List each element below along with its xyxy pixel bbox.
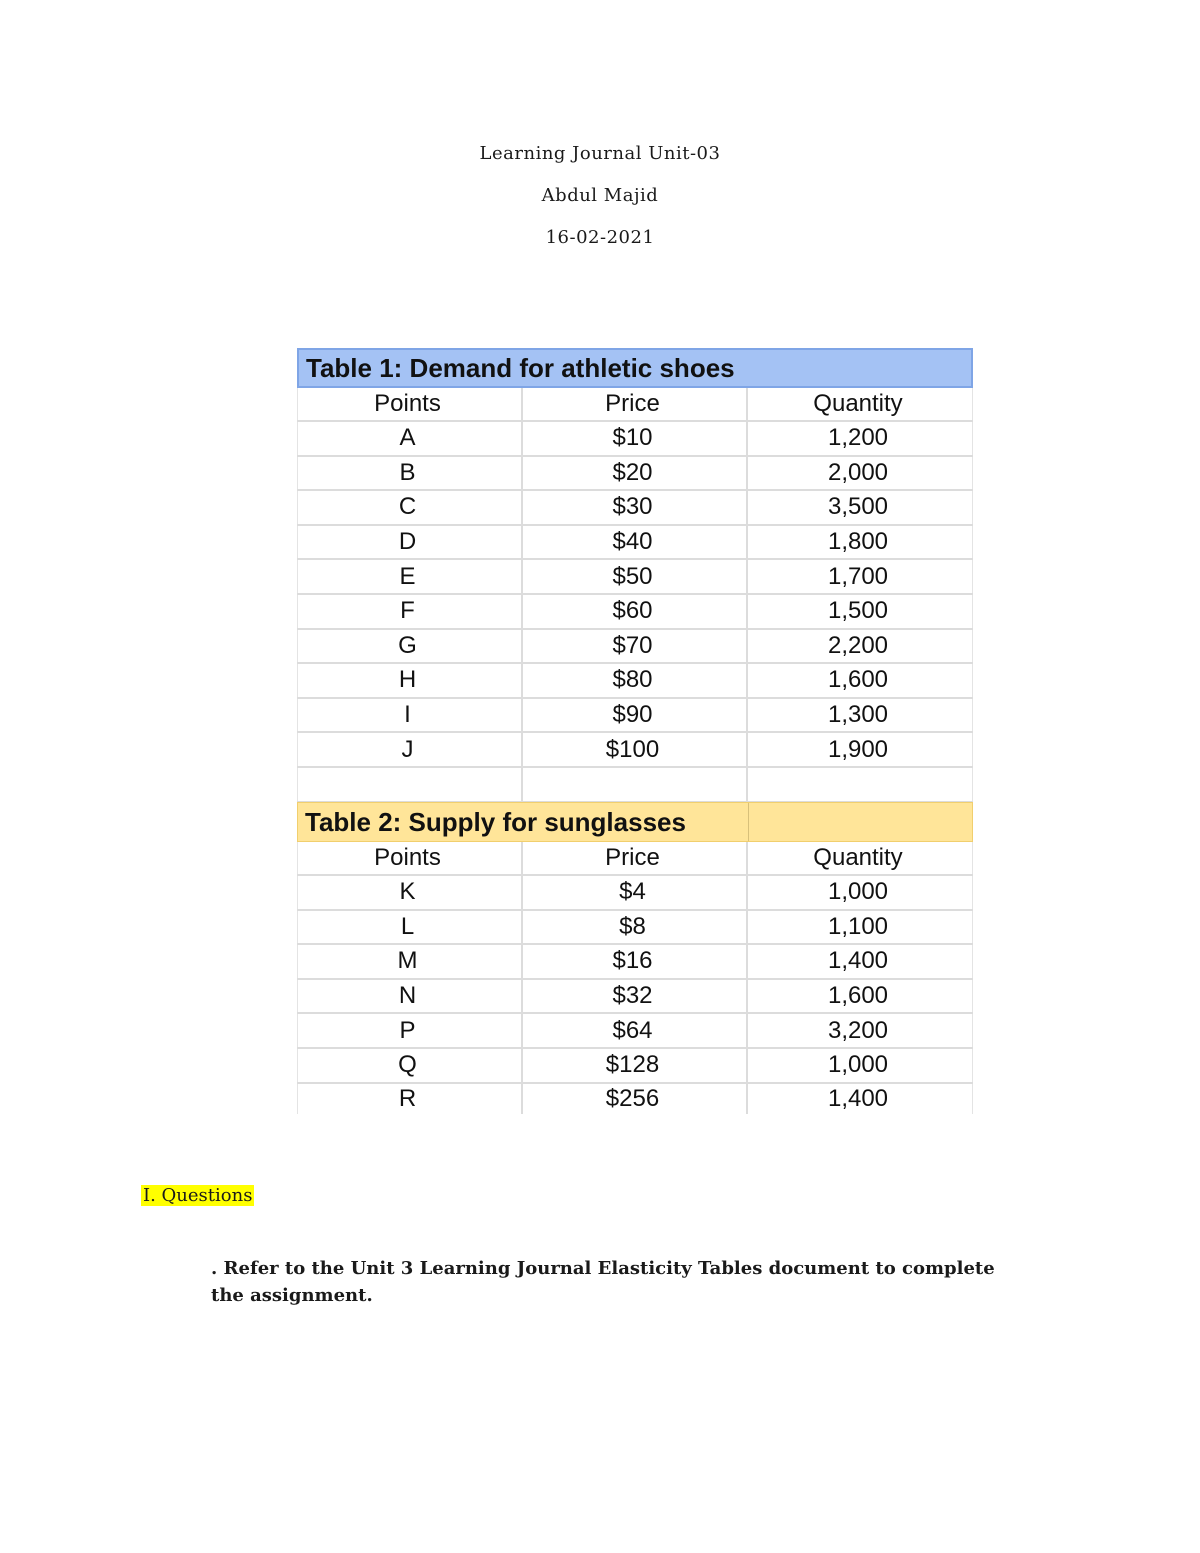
quantity-cell: 1,400 [748,1084,973,1114]
quantity-cell: 1,600 [748,980,973,1013]
blank-row [297,768,973,803]
price-cell: $30 [523,491,748,524]
price-cell: $80 [523,664,748,697]
point-cell: H [297,664,523,697]
price-cell: $8 [523,911,748,944]
title-cell-empty [748,803,972,841]
table-row [297,945,973,980]
quantity-cell: 1,400 [748,945,973,978]
price-cell: $20 [523,457,748,490]
point-cell: P [297,1014,523,1047]
quantity-cell: 2,200 [748,630,973,663]
point-cell: L [297,911,523,944]
price-cell: $90 [523,699,748,732]
table-row [297,595,973,630]
table-row [297,699,973,734]
table-row [297,876,973,911]
questions-heading: I. Questions [143,1185,253,1206]
column-header-points: Points [297,388,523,420]
price-cell: $32 [523,980,748,1013]
point-cell: Q [297,1049,523,1082]
document-date: 16-02-2021 [545,227,655,248]
table-row [297,457,973,492]
quantity-cell: 3,200 [748,1014,973,1047]
quantity-cell: 1,000 [748,876,973,909]
demand-table-body [297,422,973,768]
demand-table [297,348,973,803]
quantity-cell: 3,500 [748,491,973,524]
demand-table-title: Table 1: Demand for athletic shoes [297,348,973,388]
quantity-cell: 2,000 [748,457,973,490]
table-row [297,1084,973,1114]
quantity-cell: 1,200 [748,422,973,455]
supply-table-title-row [297,802,973,842]
table-row [297,980,973,1015]
quantity-cell: 1,500 [748,595,973,628]
table-row [297,491,973,526]
column-header-price: Price [523,842,748,874]
point-cell: G [297,630,523,663]
table-row [297,733,973,768]
table-row [297,664,973,699]
price-cell: $60 [523,595,748,628]
column-header-price: Price [523,388,748,420]
table-row [297,1014,973,1049]
quantity-cell: 1,700 [748,560,973,593]
price-cell: $100 [523,733,748,766]
point-cell: J [297,733,523,766]
demand-table-header-row [297,388,973,422]
supply-table-header-row [297,842,973,876]
quantity-cell: 1,100 [748,911,973,944]
author-name: Abdul Majid [541,185,659,206]
point-cell: K [297,876,523,909]
point-cell: B [297,457,523,490]
column-header-points: Points [297,842,523,874]
quantity-cell: 1,300 [748,699,973,732]
point-cell: A [297,422,523,455]
point-cell: E [297,560,523,593]
supply-table-title: Table 2: Supply for sunglasses [305,806,686,837]
price-cell: $16 [523,945,748,978]
point-cell: D [297,526,523,559]
price-cell: $40 [523,526,748,559]
quantity-cell: 1,000 [748,1049,973,1082]
table-row [297,630,973,665]
table-row [297,1049,973,1084]
price-cell: $128 [523,1049,748,1082]
point-cell: M [297,945,523,978]
price-cell: $64 [523,1014,748,1047]
document-title: Learning Journal Unit-03 [479,143,721,164]
table-row [297,422,973,457]
quantity-cell: 1,900 [748,733,973,766]
price-cell: $10 [523,422,748,455]
column-header-quantity: Quantity [748,388,973,420]
point-cell: R [297,1084,523,1114]
quantity-cell: 1,800 [748,526,973,559]
point-cell: C [297,491,523,524]
point-cell: F [297,595,523,628]
table-row [297,911,973,946]
price-cell: $4 [523,876,748,909]
assignment-instruction: . Refer to the Unit 3 Learning Journal Elasticity Tables document to complete the assignment. [211,1258,995,1306]
price-cell: $256 [523,1084,748,1114]
table-row [297,526,973,561]
supply-table-body [297,876,973,1114]
column-header-quantity: Quantity [748,842,973,874]
price-cell: $50 [523,560,748,593]
table-row [297,560,973,595]
price-cell: $70 [523,630,748,663]
supply-table [297,802,973,1114]
point-cell: I [297,699,523,732]
quantity-cell: 1,600 [748,664,973,697]
point-cell: N [297,980,523,1013]
